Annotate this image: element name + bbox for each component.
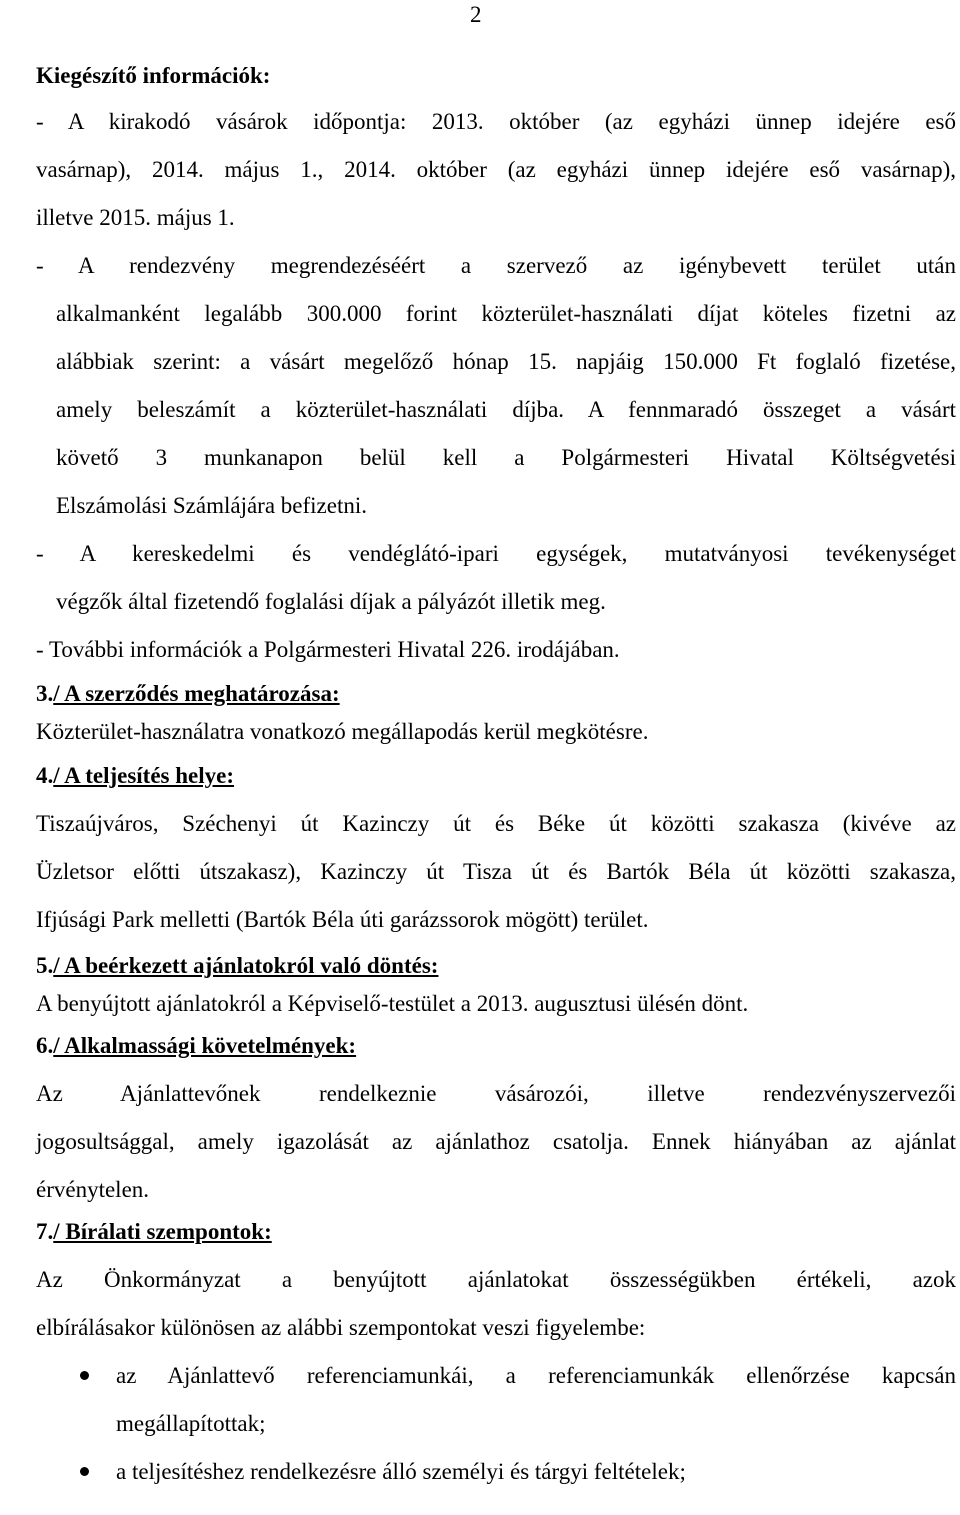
section-heading-3 xyxy=(36,680,956,708)
line: megállapítottak; xyxy=(116,1411,266,1436)
page-number: 2 xyxy=(470,2,482,27)
section-4-text xyxy=(36,800,956,944)
section-title: / A szerződés meghatározása: xyxy=(53,681,340,706)
line: A benyújtott ajánlatokról a Képviselő-testület a 2013. augusztusi ülésén dönt. xyxy=(36,991,749,1016)
line: Elszámolási Számlájára befizetni. xyxy=(56,493,368,518)
section-number: 3. xyxy=(36,681,54,706)
line: Közterület-használatra vonatkozó megállapodás kerül megkötésre. xyxy=(36,719,649,744)
section-number: 5. xyxy=(36,953,54,978)
section-heading-extra-info xyxy=(36,62,956,90)
paragraph-market-dates xyxy=(36,98,956,242)
section-title: / A teljesítés helye: xyxy=(53,763,235,788)
line: alkalmanként legalább 300.000 forint közterület-használati díjat köteles fizetni az xyxy=(56,301,956,326)
section-title: / A beérkezett ajánlatokról való döntés: xyxy=(53,953,439,978)
line: jogosultsággal, amely igazolását az ajánlathoz csatolja. Ennek hiányában az ajánlat xyxy=(36,1129,956,1154)
line: az Ajánlattevő referenciamunkái, a referenciamunkák ellenőrzése kapcsán xyxy=(116,1363,956,1388)
line: - További információk a Polgármesteri Hivatal 226. irodájában. xyxy=(36,637,620,662)
section-heading-4 xyxy=(36,762,956,790)
section-7-text xyxy=(36,1256,956,1352)
section-heading-7 xyxy=(36,1218,956,1246)
section-title: / Bírálati szempontok: xyxy=(53,1219,272,1244)
section-heading-6 xyxy=(36,1032,956,1060)
line: Az Ajánlattevőnek rendelkeznie vásározói, illetve rendezvényszervezői xyxy=(36,1081,956,1106)
line: elbírálásakor különösen az alábbi szempontokat veszi figyelembe: xyxy=(36,1315,646,1340)
line: Az Önkormányzat a benyújtott ajánlatokat összességükben értékeli, azok xyxy=(36,1267,956,1292)
paragraph-more-info xyxy=(36,626,956,674)
section-5-text xyxy=(36,980,956,1028)
line: illetve 2015. május 1. xyxy=(36,205,235,230)
line: alábbiak szerint: a vásárt megelőző hónap 15. napjáig 150.000 Ft foglaló fizetése, xyxy=(56,349,956,374)
line: érvénytelen. xyxy=(36,1177,150,1202)
section-heading-5 xyxy=(36,952,956,980)
heading-text: Kiegészítő információk: xyxy=(36,63,271,88)
section-6-text xyxy=(36,1070,956,1214)
list-item xyxy=(116,1352,956,1448)
line: a teljesítéshez rendelkezésre álló személyi és tárgyi feltételek; xyxy=(116,1459,686,1484)
section-title: / Alkalmassági követelmények: xyxy=(53,1033,357,1058)
section-3-text xyxy=(36,708,956,756)
line: - A kereskedelmi és vendéglátó-ipari egységek, mutatványosi tevékenységet xyxy=(36,541,956,566)
criteria-list xyxy=(36,1352,956,1496)
line: Tiszaújváros, Széchenyi út Kazinczy út és Béke út közötti szakasza (kivéve az xyxy=(36,811,956,836)
line: - A rendezvény megrendezéséért a szervező az igénybevett terület után xyxy=(36,253,956,278)
line: - A kirakodó vásárok időpontja: 2013. október (az egyházi ünnep idejére eső xyxy=(36,109,956,134)
line: amely beleszámít a közterület-használati díjba. A fennmaradó összeget a vásárt xyxy=(56,397,956,422)
section-number: 4. xyxy=(36,763,54,788)
list-item xyxy=(116,1448,956,1496)
line: Ifjúsági Park melletti (Bartók Béla úti garázssorok mögött) terület. xyxy=(36,907,649,932)
line: vasárnap), 2014. május 1., 2014. október (az egyházi ünnep idejére eső vasárnap), xyxy=(36,157,956,182)
document-body xyxy=(36,58,956,1496)
line: követő 3 munkanapon belül kell a Polgármesteri Hivatal Költségvetési xyxy=(56,445,956,470)
paragraph-booking-fees xyxy=(36,530,956,626)
paragraph-fees xyxy=(36,242,956,530)
section-number: 6. xyxy=(36,1033,54,1058)
section-number: 7. xyxy=(36,1219,54,1244)
line: Üzletsor előtti útszakasz), Kazinczy út Tisza út és Bartók Béla út közötti szakasza, xyxy=(36,859,956,884)
line: végzők által fizetendő foglalási díjak a pályázót illetik meg. xyxy=(56,589,606,614)
